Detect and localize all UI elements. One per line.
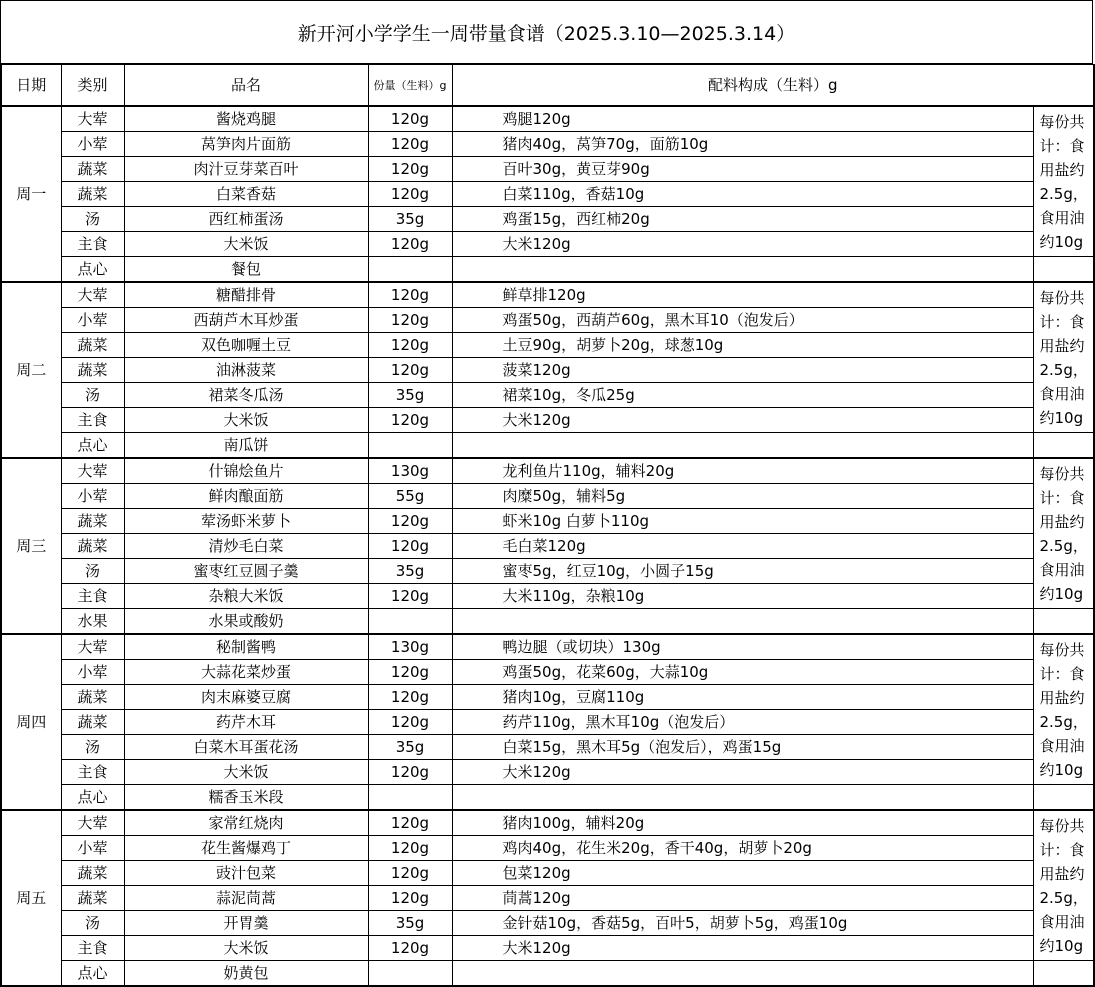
menu-row: [1, 785, 1094, 811]
category-cell: 蔬菜: [61, 685, 124, 710]
category-cell: 主食: [61, 584, 124, 609]
category-cell: 点心: [61, 433, 124, 459]
dish-cell: 肉汁豆芽菜百叶: [124, 157, 368, 182]
ingredients-cell: 鲜草排120g: [452, 282, 1033, 308]
menu-row: [1, 182, 1094, 207]
nutrition-note: 每份共计：食用盐约2.5g，食用油约10g: [1033, 810, 1094, 961]
dish-cell: 花生酱爆鸡丁: [124, 836, 368, 861]
category-cell: 大荤: [61, 106, 124, 132]
menu-body: [1, 106, 1094, 986]
category-cell: 汤: [61, 207, 124, 232]
dish-cell: 双色咖喱土豆: [124, 333, 368, 358]
menu-row: [1, 157, 1094, 182]
menu-row: [1, 484, 1094, 509]
ingredients-cell: 白菜110g，香菇10g: [452, 182, 1033, 207]
menu-row: [1, 936, 1094, 961]
ingredients-cell: 毛白菜120g: [452, 534, 1033, 559]
header-dish: 品名: [124, 65, 368, 107]
category-cell: 大荤: [61, 458, 124, 484]
dish-cell: 水果或酸奶: [124, 609, 368, 635]
portion-cell: 120g: [368, 182, 452, 207]
day-label: 周二: [1, 282, 61, 458]
note-blank-cell: [1033, 785, 1094, 811]
ingredients-cell: [452, 433, 1033, 459]
category-cell: 小荤: [61, 660, 124, 685]
portion-cell: 35g: [368, 207, 452, 232]
portion-cell: 35g: [368, 559, 452, 584]
portion-cell: [368, 433, 452, 459]
dish-cell: 西红柿蛋汤: [124, 207, 368, 232]
category-cell: 点心: [61, 785, 124, 811]
ingredients-cell: 大米120g: [452, 936, 1033, 961]
ingredients-cell: 鸡蛋15g，西红柿20g: [452, 207, 1033, 232]
portion-cell: 120g: [368, 886, 452, 911]
menu-row: [1, 509, 1094, 534]
category-cell: 水果: [61, 609, 124, 635]
category-cell: 蔬菜: [61, 182, 124, 207]
portion-cell: 35g: [368, 735, 452, 760]
ingredients-cell: 猪肉100g，辅料20g: [452, 810, 1033, 836]
portion-cell: 120g: [368, 861, 452, 886]
category-cell: 蔬菜: [61, 358, 124, 383]
nutrition-note: 每份共计：食用盐约2.5g，食用油约10g: [1033, 282, 1094, 433]
ingredients-cell: 鸭边腿（或切块）130g: [452, 634, 1033, 660]
portion-cell: 120g: [368, 685, 452, 710]
portion-cell: 120g: [368, 810, 452, 836]
ingredients-cell: 白菜15g，黑木耳5g（泡发后），鸡蛋15g: [452, 735, 1033, 760]
note-blank-cell: [1033, 961, 1094, 987]
menu-row: [1, 282, 1094, 308]
portion-cell: 120g: [368, 232, 452, 257]
dish-cell: 白菜香菇: [124, 182, 368, 207]
dish-cell: 秘制酱鸭: [124, 634, 368, 660]
ingredients-cell: 蜜枣5g，红豆10g，小圆子15g: [452, 559, 1033, 584]
header-row: [1, 65, 1094, 107]
dish-cell: 裙菜冬瓜汤: [124, 383, 368, 408]
menu-row: [1, 836, 1094, 861]
dish-cell: 杂粮大米饭: [124, 584, 368, 609]
category-cell: 蔬菜: [61, 333, 124, 358]
dish-cell: 餐包: [124, 257, 368, 283]
menu-row: [1, 132, 1094, 157]
portion-cell: [368, 257, 452, 283]
dish-cell: 白菜木耳蛋花汤: [124, 735, 368, 760]
dish-cell: 清炒毛白菜: [124, 534, 368, 559]
portion-cell: 120g: [368, 157, 452, 182]
ingredients-cell: 裙菜10g，冬瓜25g: [452, 383, 1033, 408]
menu-row: [1, 760, 1094, 785]
ingredients-cell: 金针菇10g，香菇5g，百叶5，胡萝卜5g，鸡蛋10g: [452, 911, 1033, 936]
category-cell: 汤: [61, 911, 124, 936]
day-label: 周三: [1, 458, 61, 634]
category-cell: 汤: [61, 735, 124, 760]
portion-cell: 120g: [368, 106, 452, 132]
category-cell: 大荤: [61, 634, 124, 660]
menu-row: [1, 584, 1094, 609]
category-cell: 主食: [61, 232, 124, 257]
dish-cell: 莴笋肉片面筋: [124, 132, 368, 157]
category-cell: 大荤: [61, 282, 124, 308]
menu-row: [1, 308, 1094, 333]
portion-cell: 120g: [368, 836, 452, 861]
menu-row: [1, 383, 1094, 408]
ingredients-cell: 大米120g: [452, 408, 1033, 433]
dish-cell: 大米饭: [124, 232, 368, 257]
portion-cell: [368, 961, 452, 987]
header-category: 类别: [61, 65, 124, 107]
category-cell: 小荤: [61, 308, 124, 333]
dish-cell: 油淋菠菜: [124, 358, 368, 383]
menu-row: [1, 358, 1094, 383]
category-cell: 主食: [61, 936, 124, 961]
dish-cell: 大米饭: [124, 760, 368, 785]
menu-table: [0, 64, 1095, 987]
dish-cell: 酱烧鸡腿: [124, 106, 368, 132]
ingredients-cell: 虾米10g 白萝卜110g: [452, 509, 1033, 534]
menu-row: [1, 333, 1094, 358]
portion-cell: [368, 785, 452, 811]
menu-row: [1, 710, 1094, 735]
category-cell: 主食: [61, 760, 124, 785]
ingredients-cell: 土豆90g，胡萝卜20g，球葱10g: [452, 333, 1033, 358]
menu-row: [1, 458, 1094, 484]
ingredients-cell: 茼蒿120g: [452, 886, 1033, 911]
dish-cell: 大蒜花菜炒蛋: [124, 660, 368, 685]
header-ingredients: 配料构成（生料）g: [452, 65, 1094, 107]
nutrition-note: 每份共计：食用盐约2.5g，食用油约10g: [1033, 106, 1094, 257]
dish-cell: 豉汁包菜: [124, 861, 368, 886]
dish-cell: 糖醋排骨: [124, 282, 368, 308]
day-label: 周五: [1, 810, 61, 986]
portion-cell: 130g: [368, 634, 452, 660]
portion-cell: 120g: [368, 509, 452, 534]
day-label: 周一: [1, 106, 61, 282]
portion-cell: 35g: [368, 383, 452, 408]
category-cell: 蔬菜: [61, 710, 124, 735]
ingredients-cell: 百叶30g，黄豆芽90g: [452, 157, 1033, 182]
portion-cell: 120g: [368, 534, 452, 559]
note-blank-cell: [1033, 257, 1094, 283]
portion-cell: 120g: [368, 760, 452, 785]
menu-row: [1, 609, 1094, 635]
dish-cell: 蜜枣红豆圆子羹: [124, 559, 368, 584]
ingredients-cell: [452, 961, 1033, 987]
ingredients-cell: 大米110g，杂粮10g: [452, 584, 1033, 609]
portion-cell: 120g: [368, 710, 452, 735]
ingredients-cell: 药芹110g，黑木耳10g（泡发后）: [452, 710, 1033, 735]
category-cell: 蔬菜: [61, 861, 124, 886]
dish-cell: 荤汤虾米萝卜: [124, 509, 368, 534]
ingredients-cell: 鸡肉40g，花生米20g，香干40g，胡萝卜20g: [452, 836, 1033, 861]
portion-cell: 120g: [368, 282, 452, 308]
menu-row: [1, 634, 1094, 660]
menu-row: [1, 886, 1094, 911]
menu-row: [1, 232, 1094, 257]
dish-cell: 家常红烧肉: [124, 810, 368, 836]
category-cell: 蔬菜: [61, 534, 124, 559]
portion-cell: 120g: [368, 936, 452, 961]
menu-row: [1, 911, 1094, 936]
portion-cell: 120g: [368, 308, 452, 333]
menu-row: [1, 735, 1094, 760]
portion-cell: 35g: [368, 911, 452, 936]
menu-row: [1, 207, 1094, 232]
ingredients-cell: [452, 785, 1033, 811]
portion-cell: 120g: [368, 584, 452, 609]
category-cell: 蔬菜: [61, 157, 124, 182]
menu-row: [1, 660, 1094, 685]
category-cell: 蔬菜: [61, 509, 124, 534]
menu-row: [1, 257, 1094, 283]
dish-cell: 南瓜饼: [124, 433, 368, 459]
header-portion: 份量（生料）g: [368, 65, 452, 107]
ingredients-cell: 包菜120g: [452, 861, 1033, 886]
dish-cell: 糯香玉米段: [124, 785, 368, 811]
dish-cell: 蒜泥茼蒿: [124, 886, 368, 911]
menu-row: [1, 810, 1094, 836]
portion-cell: 120g: [368, 358, 452, 383]
portion-cell: 120g: [368, 132, 452, 157]
dish-cell: 药芹木耳: [124, 710, 368, 735]
dish-cell: 肉末麻婆豆腐: [124, 685, 368, 710]
dish-cell: 西葫芦木耳炒蛋: [124, 308, 368, 333]
portion-cell: 55g: [368, 484, 452, 509]
dish-cell: 大米饭: [124, 408, 368, 433]
category-cell: 蔬菜: [61, 886, 124, 911]
category-cell: 大荤: [61, 810, 124, 836]
page-title: 新开河小学学生一周带量食谱（2025.3.10—2025.3.14）: [0, 0, 1093, 64]
portion-cell: 120g: [368, 333, 452, 358]
category-cell: 主食: [61, 408, 124, 433]
portion-cell: 130g: [368, 458, 452, 484]
ingredients-cell: 大米120g: [452, 232, 1033, 257]
nutrition-note: 每份共计：食用盐约2.5g，食用油约10g: [1033, 634, 1094, 785]
dish-cell: 大米饭: [124, 936, 368, 961]
menu-row: [1, 433, 1094, 459]
dish-cell: 奶黄包: [124, 961, 368, 987]
day-label: 周四: [1, 634, 61, 810]
category-cell: 小荤: [61, 484, 124, 509]
ingredients-cell: 猪肉40g，莴笋70g，面筋10g: [452, 132, 1033, 157]
ingredients-cell: 鸡腿120g: [452, 106, 1033, 132]
category-cell: 点心: [61, 961, 124, 987]
ingredients-cell: 猪肉10g，豆腐110g: [452, 685, 1033, 710]
ingredients-cell: [452, 257, 1033, 283]
ingredients-cell: 鸡蛋50g，西葫芦60g，黑木耳10（泡发后）: [452, 308, 1033, 333]
menu-row: [1, 408, 1094, 433]
menu-row: [1, 534, 1094, 559]
category-cell: 汤: [61, 383, 124, 408]
dish-cell: 鲜肉酿面筋: [124, 484, 368, 509]
menu-row: [1, 106, 1094, 132]
menu-row: [1, 861, 1094, 886]
portion-cell: 120g: [368, 660, 452, 685]
category-cell: 小荤: [61, 836, 124, 861]
menu-row: [1, 559, 1094, 584]
ingredients-cell: 肉糜50g，辅料5g: [452, 484, 1033, 509]
menu-row: [1, 961, 1094, 987]
dish-cell: 什锦烩鱼片: [124, 458, 368, 484]
ingredients-cell: 大米120g: [452, 760, 1033, 785]
menu-row: [1, 685, 1094, 710]
category-cell: 小荤: [61, 132, 124, 157]
portion-cell: 120g: [368, 408, 452, 433]
portion-cell: [368, 609, 452, 635]
category-cell: 汤: [61, 559, 124, 584]
note-blank-cell: [1033, 609, 1094, 635]
ingredients-cell: [452, 609, 1033, 635]
category-cell: 点心: [61, 257, 124, 283]
nutrition-note: 每份共计：食用盐约2.5g，食用油约10g: [1033, 458, 1094, 609]
ingredients-cell: 鸡蛋50g，花菜60g，大蒜10g: [452, 660, 1033, 685]
ingredients-cell: 龙利鱼片110g，辅料20g: [452, 458, 1033, 484]
header-date: 日期: [1, 65, 61, 107]
dish-cell: 开胃羹: [124, 911, 368, 936]
note-blank-cell: [1033, 433, 1094, 459]
ingredients-cell: 菠菜120g: [452, 358, 1033, 383]
